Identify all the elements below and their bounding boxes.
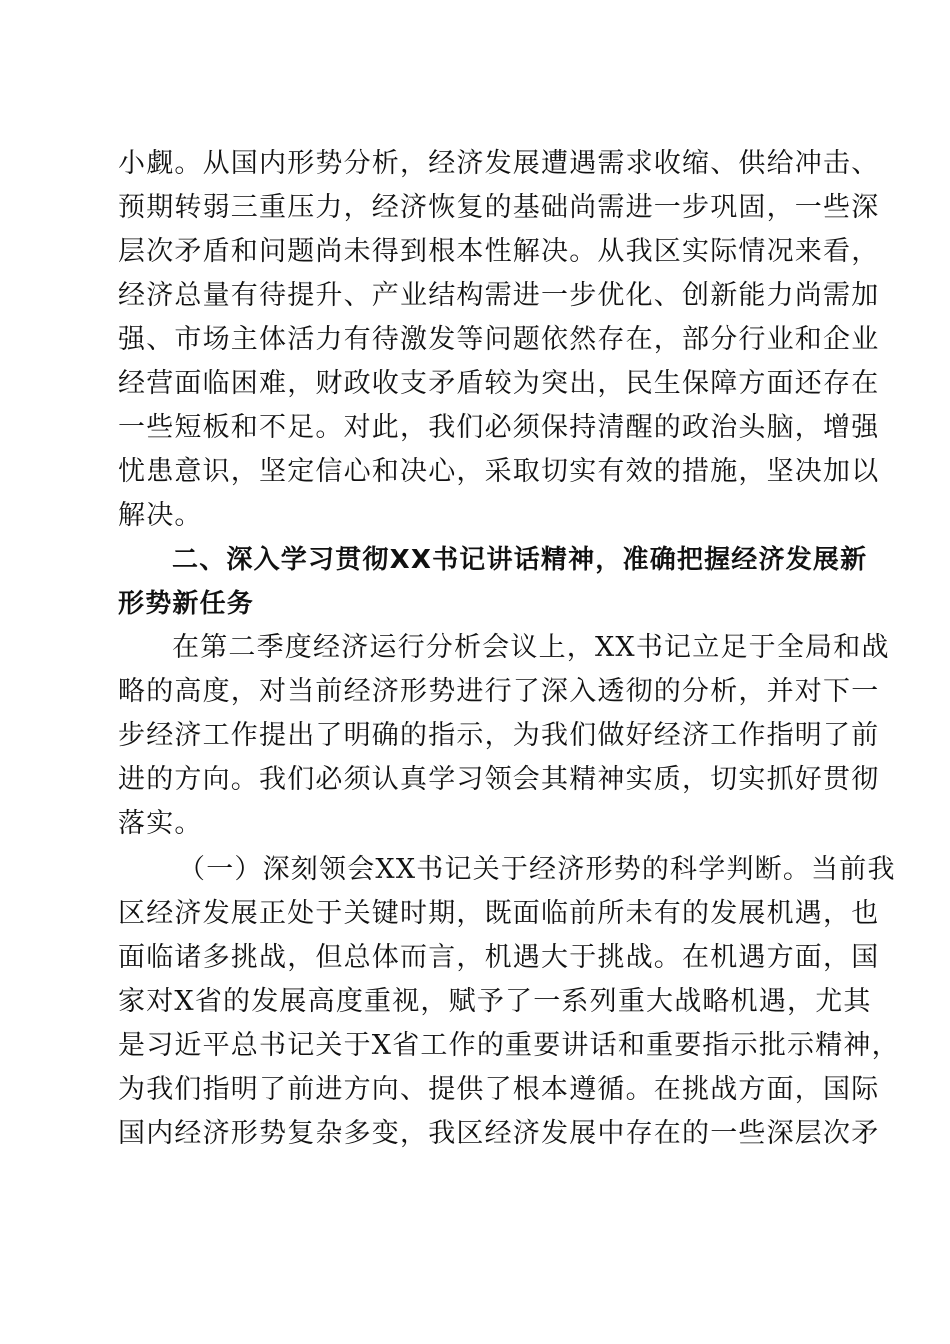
text-line: 小觑。从国内形势分析，经济发展遭遇需求收缩、供给冲击、 [118, 148, 880, 179]
document-body [118, 142, 900, 1156]
text-line: 强、市场主体活力有待激发等问题依然存在，部分行业和企业 [118, 324, 880, 355]
text-line: 在第二季度经济运行分析会议上，XX书记立足于全局和战 [172, 632, 890, 663]
text-line: 预期转弱三重压力，经济恢复的基础尚需进一步巩固，一些深 [118, 192, 880, 223]
heading-line: 二、深入学习贯彻XX书记讲话精神，准确把握经济发展新 [172, 545, 868, 575]
text-line: 落实。 [118, 808, 203, 839]
text-line: 一些短板和不足。对此，我们必须保持清醒的政治头脑，增强 [118, 412, 880, 443]
text-line: 步经济工作提出了明确的指示，为我们做好经济工作指明了前 [118, 720, 880, 751]
text-line: 解决。 [118, 500, 203, 531]
text-line: 家对X省的发展高度重视，赋予了一系列重大战略机遇，尤其 [118, 986, 872, 1017]
text-line: 是习近平总书记关于X省工作的重要讲话和重要指示批示精神， [118, 1030, 900, 1061]
heading-line: 形势新任务 [118, 589, 255, 619]
text-line: 进的方向。我们必须认真学习领会其精神实质，切实抓好贯彻 [118, 764, 880, 795]
text-line: 经济总量有待提升、产业结构需进一步优化、创新能力尚需加 [118, 280, 880, 311]
section-heading [118, 538, 868, 626]
text-line: 国内经济形势复杂多变，我区经济发展中存在的一些深层次矛 [118, 1118, 880, 1149]
text-line: 为我们指明了前进方向、提供了根本遵循。在挑战方面，国际 [118, 1074, 880, 1105]
paragraph-continuation [118, 142, 880, 538]
paragraph [118, 626, 890, 846]
text-line: （一）深刻领会XX书记关于经济形势的科学判断。当前我 [178, 854, 896, 885]
text-line: 忧患意识，坚定信心和决心，采取切实有效的措施，坚决加以 [118, 456, 880, 487]
text-line: 经营面临困难，财政收支矛盾较为突出，民生保障方面还存在 [118, 368, 880, 399]
text-line: 面临诸多挑战，但总体而言，机遇大于挑战。在机遇方面，国 [118, 942, 880, 973]
text-line: 层次矛盾和问题尚未得到根本性解决。从我区实际情况来看， [118, 236, 880, 267]
text-line: 区经济发展正处于关键时期，既面临前所未有的发展机遇，也 [118, 898, 880, 929]
text-line: 略的高度，对当前经济形势进行了深入透彻的分析，并对下一 [118, 676, 880, 707]
paragraph [118, 848, 900, 1156]
